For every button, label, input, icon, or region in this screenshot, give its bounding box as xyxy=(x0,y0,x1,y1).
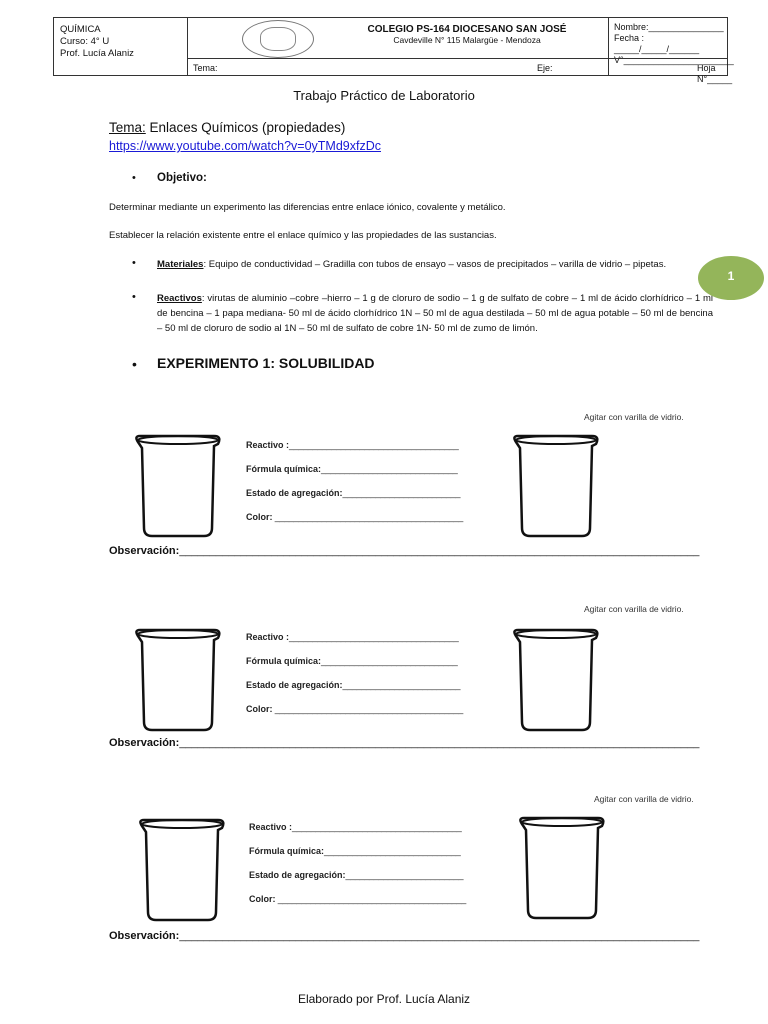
tema-line xyxy=(109,120,345,135)
reactivo-label: Reactivo : xyxy=(249,822,293,832)
observacion-label: Observación: xyxy=(109,737,180,749)
estado-field xyxy=(246,488,460,498)
estado-blank: _________________________ xyxy=(345,870,464,880)
color-field xyxy=(246,704,463,714)
color-blank: ________________________________________ xyxy=(272,512,463,522)
formula-blank: _____________________________ xyxy=(321,656,458,666)
course-label: Curso: 4° U xyxy=(60,36,110,47)
formula-label: Fórmula química: xyxy=(246,464,322,474)
eje-field: Eje: xyxy=(537,63,553,73)
formula-label: Fórmula química: xyxy=(249,846,325,856)
bullet-icon: • xyxy=(132,291,136,303)
reactivo-field xyxy=(249,822,461,832)
hoja-field: Hoja N°_____ xyxy=(697,63,733,84)
agitar-note: Agitar con varilla de vidrio. xyxy=(594,794,694,804)
tema-field: Tema: xyxy=(193,63,218,73)
color-field xyxy=(249,894,466,904)
materiales-label: Materiales xyxy=(157,259,204,270)
estado-label: Estado de agregación: xyxy=(246,488,343,498)
reactivo-blank: ____________________________________ xyxy=(289,632,459,642)
color-blank: ________________________________________ xyxy=(272,704,463,714)
formula-blank: _____________________________ xyxy=(324,846,461,856)
estado-field xyxy=(246,680,460,690)
reactivos-paragraph xyxy=(157,291,713,336)
agitar-note: Agitar con varilla de vidrio. xyxy=(584,604,684,614)
reactivo-field xyxy=(246,632,458,642)
bullet-icon: • xyxy=(132,172,136,184)
observacion-field xyxy=(109,930,699,942)
reactivo-label: Reactivo : xyxy=(246,440,290,450)
observacion-blank: _____________________________________________________________________________________ xyxy=(179,737,700,749)
agitar-note: Agitar con varilla de vidrio. xyxy=(584,412,684,422)
reactivo-blank: ____________________________________ xyxy=(292,822,462,832)
beaker-icon xyxy=(132,626,224,732)
color-field xyxy=(246,512,463,522)
tema-label: Tema: xyxy=(109,120,146,135)
color-blank: ________________________________________ xyxy=(275,894,466,904)
school-address: Cavdeville N° 115 Malargüe - Mendoza xyxy=(393,35,541,45)
formula-label: Fórmula química: xyxy=(246,656,322,666)
formula-field xyxy=(246,464,457,474)
bullet-icon: • xyxy=(132,257,136,269)
observacion-blank: _____________________________________________________________________________________ xyxy=(179,930,700,942)
school-name: COLEGIO PS-164 DIOCESANO SAN JOSÉ xyxy=(367,24,567,35)
youtube-link[interactable]: https://www.youtube.com/watch?v=0yTMd9xfzDc xyxy=(109,139,381,153)
color-label: Color: xyxy=(249,894,276,904)
observacion-label: Observación: xyxy=(109,930,180,942)
tema-text: Enlaces Químicos (propiedades) xyxy=(145,120,346,135)
footer-credit: Elaborado por Prof. Lucía Alaniz xyxy=(297,992,471,1006)
estado-label: Estado de agregación: xyxy=(246,680,343,690)
teacher-label: Prof. Lucía Alaniz xyxy=(60,48,134,59)
v-field: V°______________________ xyxy=(614,55,734,65)
school-seal-icon xyxy=(242,20,314,58)
reactivos-text: : virutas de aluminio –cobre –hierro – 1 g de cloruro de sodio – 1 g de sulfato de cobre – 1 ml de ácido clorhídrico – 1 ml de bencina – 1 papa mediana- 50 ml de ácido clorhídrico 1N – 50 ml de agua destilada – 50 ml de agua potable – 50 ml de bencina – 50 ml de cloruro de sodio al 1N – 50 ml de sulfato de cobre 1N- 50 ml de zumo de limón. xyxy=(157,293,713,334)
color-label: Color: xyxy=(246,512,273,522)
beaker-icon xyxy=(136,816,228,922)
beaker-icon xyxy=(516,814,608,920)
estado-blank: _________________________ xyxy=(342,680,461,690)
estado-blank: _________________________ xyxy=(342,488,461,498)
objetivo-text-2: Establecer la relación existente entre el enlace químico y las propiedades de las sustancias. xyxy=(109,230,497,241)
page-number-badge: 1 xyxy=(698,256,764,300)
observacion-field xyxy=(109,545,699,557)
nombre-field: Nombre:_______________ xyxy=(614,22,724,32)
fecha-field: Fecha : _____/_____/______ xyxy=(614,33,700,54)
observacion-label: Observación: xyxy=(109,545,180,557)
materiales-text: : Equipo de conductividad – Gradilla con tubos de ensayo – vasos de precipitados – varilla de vidrio – pipetas. xyxy=(203,259,667,270)
estado-label: Estado de agregación: xyxy=(249,870,346,880)
formula-field xyxy=(246,656,457,666)
objetivo-text-1: Determinar mediante un experimento las diferencias entre enlace iónico, covalente y metálico. xyxy=(109,202,506,213)
header-bottom-row xyxy=(187,58,733,84)
materiales-paragraph xyxy=(157,257,713,272)
header-table xyxy=(53,17,734,84)
beaker-icon xyxy=(510,626,602,732)
header-left-cell xyxy=(54,18,188,75)
estado-field xyxy=(249,870,463,880)
beaker-icon xyxy=(510,432,602,538)
document-title: Trabajo Práctico de Laboratorio xyxy=(293,88,475,103)
reactivo-label: Reactivo : xyxy=(246,632,290,642)
formula-field xyxy=(249,846,460,856)
bullet-icon: • xyxy=(132,356,137,372)
reactivo-blank: ____________________________________ xyxy=(289,440,459,450)
formula-blank: _____________________________ xyxy=(321,464,458,474)
observacion-field xyxy=(109,737,699,749)
objetivo-label: Objetivo: xyxy=(157,172,207,184)
experiment-title: EXPERIMENTO 1: SOLUBILIDAD xyxy=(157,355,375,371)
subject-label: QUÍMICA xyxy=(60,24,101,35)
observacion-blank: _____________________________________________________________________________________ xyxy=(179,545,700,557)
reactivos-label: Reactivos xyxy=(157,293,202,304)
color-label: Color: xyxy=(246,704,273,714)
reactivo-field xyxy=(246,440,458,450)
beaker-icon xyxy=(132,432,224,538)
